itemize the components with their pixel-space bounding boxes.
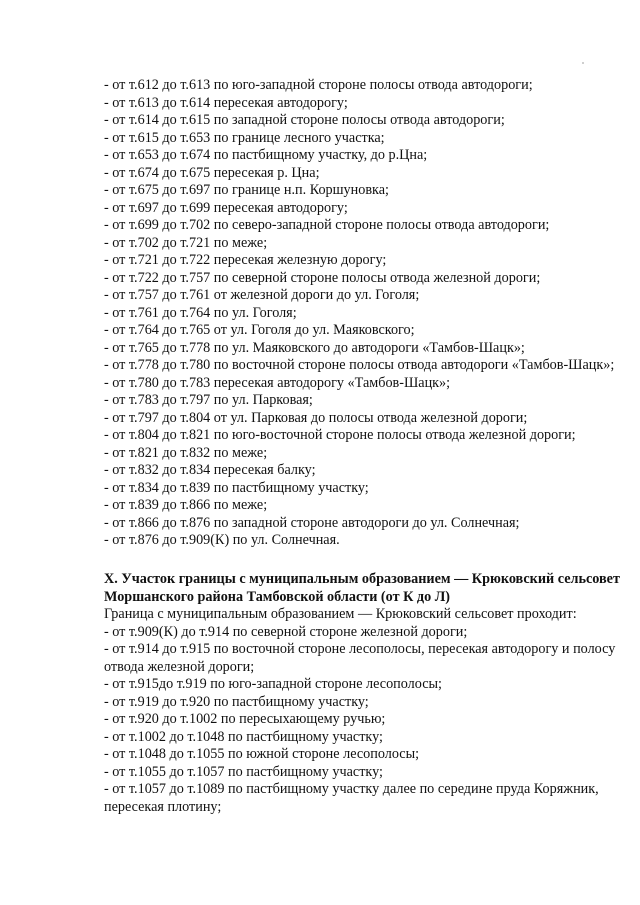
list-item: - от т.783 до т.797 по ул. Парковая; (104, 392, 313, 408)
list-item: - от т.866 до т.876 по западной стороне автодороги до ул. Солнечная; (104, 514, 520, 531)
list-item: - от т.821 до т.832 по меже; (104, 444, 268, 461)
list-item: - от т.722 до т.757 по северной стороне полосы отвода железной дороги; (104, 269, 541, 286)
list-item: - от т.920 до т.1002 по пересыхающему ручью; (104, 711, 386, 727)
list-item: - от т.919 до т.920 по пастбищному участку; (104, 693, 369, 710)
list-item: - от т.1057 до т.1089 по пастбищному участку далее по середине пруда Коряжник, пересекая плотину; (104, 781, 599, 815)
list-item: - от т.697 до т.699 пересекая автодорогу; (104, 199, 348, 216)
boundary-list-top (104, 77, 624, 550)
section-intro: Граница с муниципальным образованием — Крюковский сельсовет проходит: (104, 606, 577, 622)
list-item: - от т.778 до т.780 по восточной стороне полосы отвода автодороги «Тамбов-Шацк»; (104, 357, 615, 373)
list-item: - от т.702 до т.721 по меже; (104, 234, 268, 251)
scan-mark (582, 62, 584, 64)
list-item: - от т.764 до т.765 от ул. Гоголя до ул. Маяковского; (104, 322, 415, 338)
list-item: - от т.674 до т.675 пересекая р. Цна; (104, 164, 320, 181)
list-item: - от т.834 до т.839 по пастбищному участку; (104, 479, 369, 496)
section-heading: X. Участок границы с муниципальным образованием — Крюковский сельсовет Моршанского района Тамбовской области (от К до Л) (104, 571, 620, 605)
list-item: - от т.653 до т.674 по пастбищному участку, до р.Цна; (104, 147, 428, 163)
list-item: - от т.614 до т.615 по западной стороне полосы отвода автодороги; (104, 112, 505, 128)
list-item: - от т.832 до т.834 пересекая балку; (104, 462, 316, 478)
list-item: - от т.876 до т.909(К) по ул. Солнечная. (104, 532, 340, 548)
list-item: - от т.914 до т.915 по восточной стороне лесополосы, пересекая автодорогу и полосу отвода железной дороги; (104, 641, 616, 675)
list-item: - от т.909(К) до т.914 по северной стороне железной дороги; (104, 623, 468, 640)
list-item: - от т.1048 до т.1055 по южной стороне лесополосы; (104, 746, 420, 762)
list-item: - от т.612 до т.613 по юго-западной стороне полосы отвода автодороги; (104, 77, 533, 93)
list-item: - от т.765 до т.778 по ул. Маяковского до автодороги «Тамбов-Шацк»; (104, 339, 525, 356)
list-item: - от т.839 до т.866 по меже; (104, 497, 268, 513)
list-item: - от т.1002 до т.1048 по пастбищному участку; (104, 728, 383, 745)
list-item: - от т.804 до т.821 по юго-восточной стороне полосы отвода железной дороги; (104, 427, 576, 443)
list-item: - от т.615 до т.653 по границе лесного участка; (104, 129, 385, 146)
list-item: - от т.915до т.919 по юго-западной стороне лесополосы; (104, 676, 442, 692)
list-item: - от т.761 до т.764 по ул. Гоголя; (104, 304, 297, 321)
list-item: - от т.780 до т.783 пересекая автодорогу «Тамбов-Шацк»; (104, 374, 451, 391)
list-item: - от т.757 до т.761 от железной дороги до ул. Гоголя; (104, 287, 420, 303)
list-item: - от т.699 до т.702 по северо-западной стороне полосы отвода автодороги; (104, 217, 550, 233)
section-x (104, 571, 624, 816)
list-item: - от т.613 до т.614 пересекая автодорогу; (104, 94, 348, 111)
list-item: - от т.1055 до т.1057 по пастбищному участку; (104, 763, 383, 780)
list-item: - от т.721 до т.722 пересекая железную дорогу; (104, 252, 387, 268)
list-item: - от т.675 до т.697 по границе н.п. Коршуновка; (104, 182, 389, 198)
list-item: - от т.797 до т.804 от ул. Парковая до полосы отвода железной дороги; (104, 409, 528, 426)
